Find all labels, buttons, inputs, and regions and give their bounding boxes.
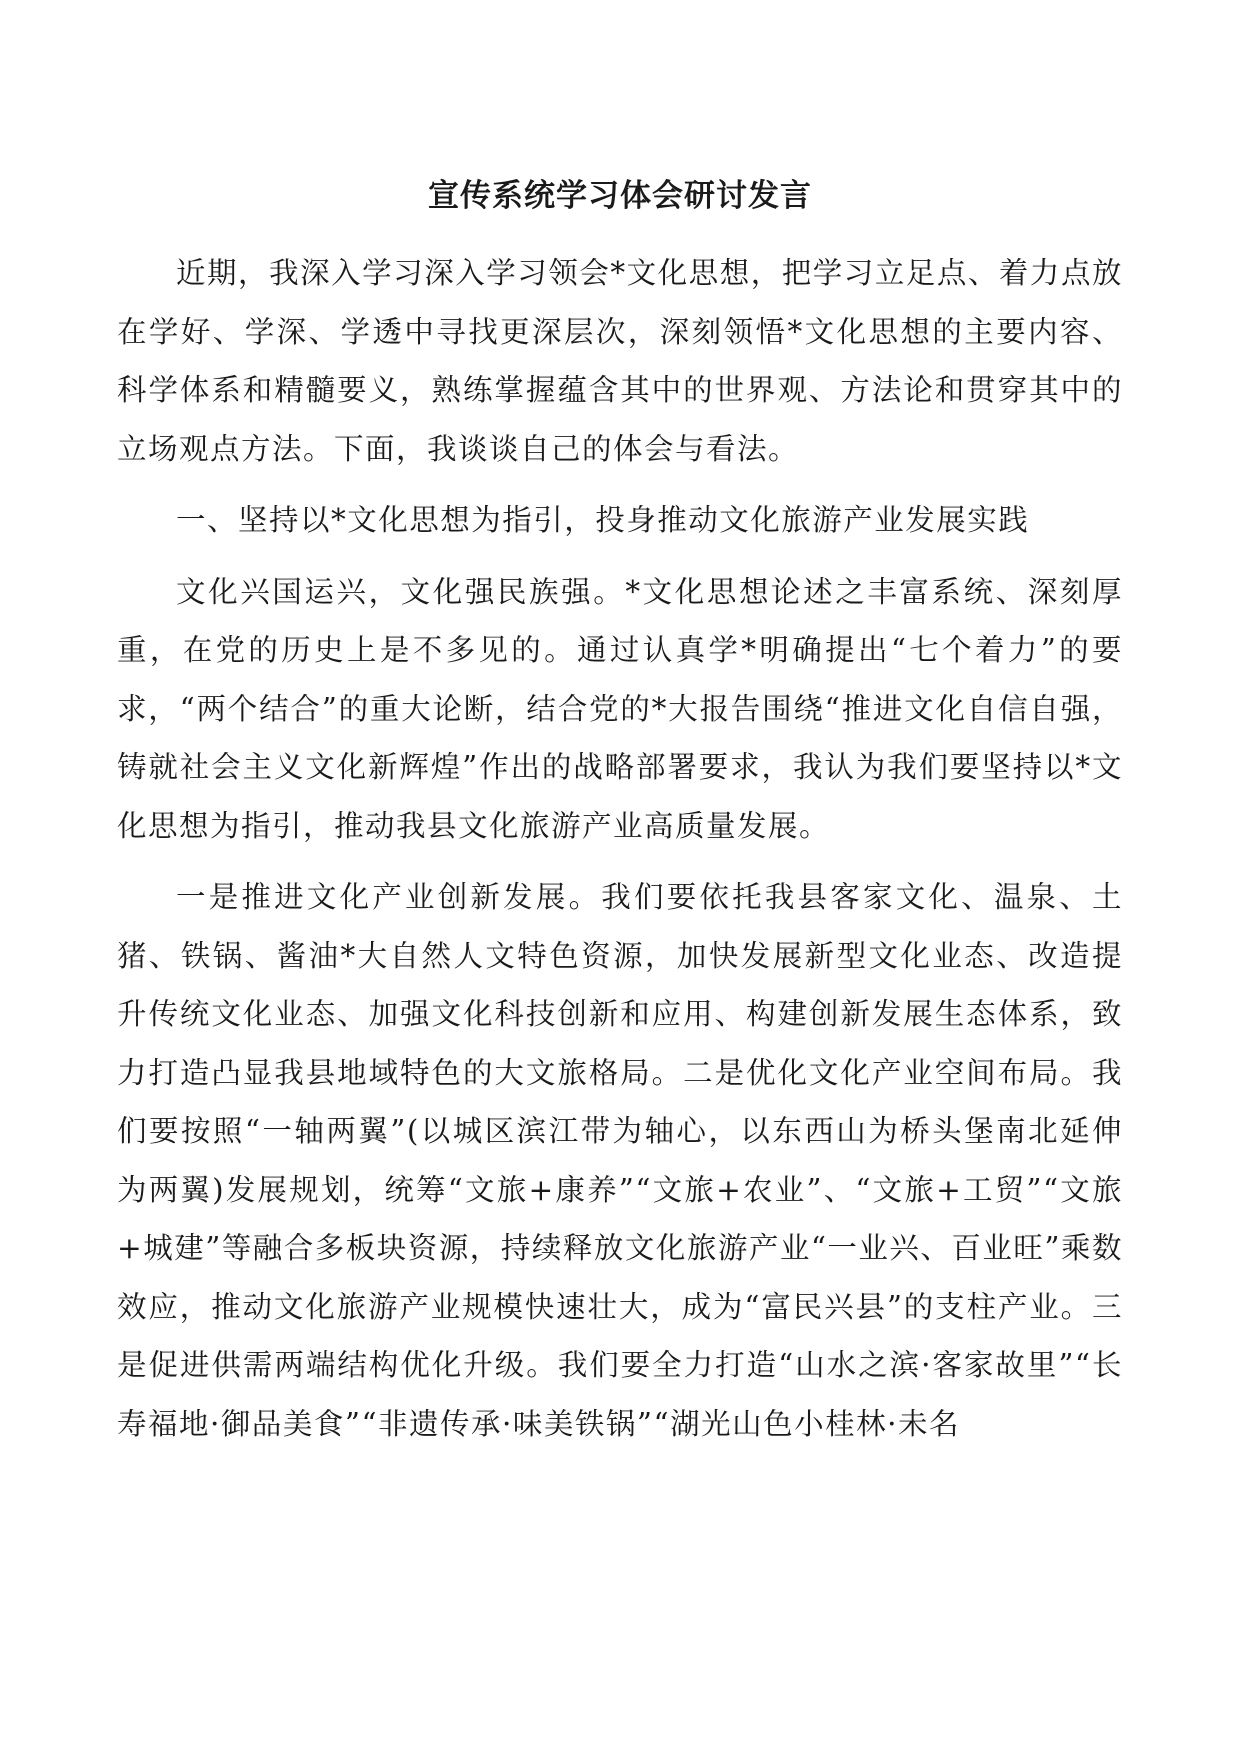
paragraph-intro: 近期，我深入学习深入学习领会*文化思想，把学习立足点、着力点放在学好、学深、学透中寻找更深层次，深刻领悟*文化思想的主要内容、科学体系和精髓要义，熟练掌握蕴含其中的世界观、方法论和贯穿其中的立场观点方法。下面，我谈谈自己的体会与看法。: [117, 256, 1123, 466]
document-body: [117, 244, 1123, 1466]
section-heading-1: 一、坚持以*文化思想为指引，投身推动文化旅游产业发展实践: [176, 503, 1030, 537]
document-title: 宣传系统学习体会研讨发言: [428, 178, 812, 214]
paragraph-measures: 一是推进文化产业创新发展。我们要依托我县客家文化、温泉、土猪、铁锅、酱油*大自然人文特色资源，加快发展新型文化业态、改造提升传统文化业态、加强文化科技创新和应用、构建创新发展生态体系，致力打造凸显我县地域特色的大文旅格局。二是优化文化产业空间布局。我们要按照“一轴两翼”(以城区滨江带为轴心，以东西山为桥头堡南北延伸为两翼)发展规划，统筹“文旅+康养”“文旅+农业”、“文旅+工贸”“文旅+城建”等融合多板块资源，持续释放文化旅游产业“一业兴、百业旺”乘数效应，推动文化旅游产业规模快速壮大，成为“富民兴县”的支柱产业。三是促进供需两端结构优化升级。我们要全力打造“山水之滨·客家故里”“长寿福地·御品美食”“非遗传承·味美铁锅”“湖光山色小桂林·未名: [117, 880, 1123, 1441]
paragraph-culture: 文化兴国运兴，文化强民族强。*文化思想论述之丰富系统、深刻厚重，在党的历史上是不多见的。通过认真学*明确提出“七个着力”的要求，“两个结合”的重大论断，结合党的*大报告围绕“推进文化自信自强，铸就社会主义文化新辉煌”作出的战略部署要求，我认为我们要坚持以*文化思想为指引，推动我县文化旅游产业高质量发展。: [117, 574, 1123, 843]
